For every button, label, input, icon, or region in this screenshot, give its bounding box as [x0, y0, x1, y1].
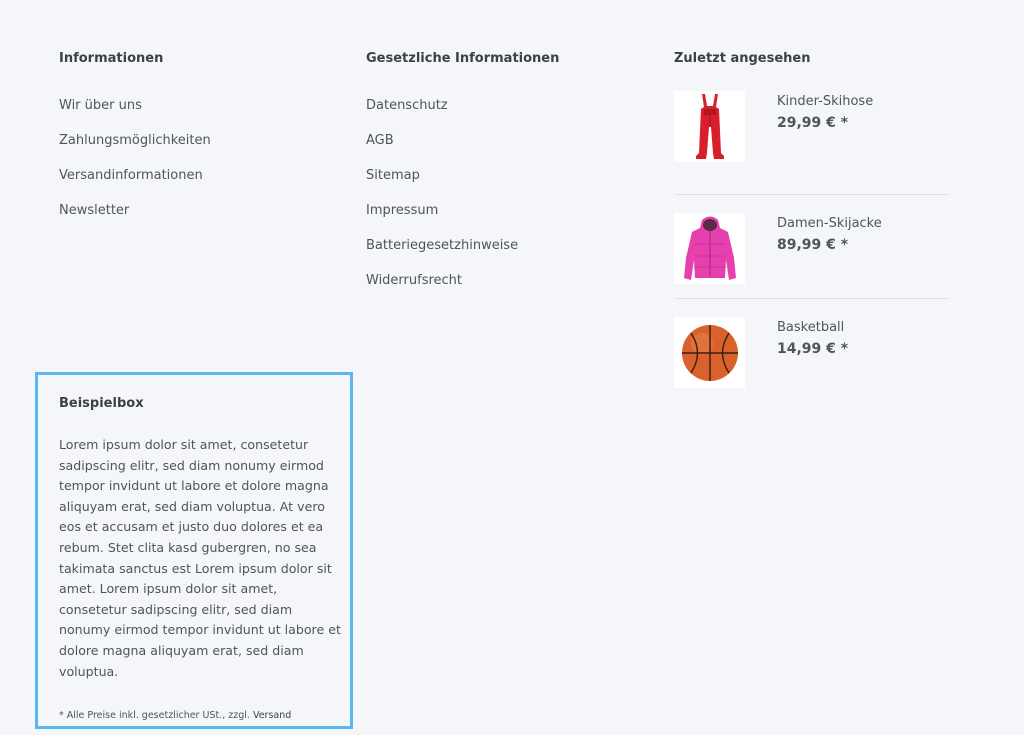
- ski-jacket-icon: [680, 214, 740, 284]
- recently-viewed-item[interactable]: [674, 195, 950, 299]
- informationen-title: Informationen: [59, 51, 164, 66]
- beispielbox-title: Beispielbox: [59, 396, 144, 411]
- informationen-links: [59, 95, 339, 235]
- link-zahlungsmoeglichkeiten[interactable]: Zahlungsmöglichkeiten: [59, 133, 211, 148]
- informationen-list-item: [59, 165, 339, 200]
- zuletzt-angesehen-title: Zuletzt angesehen: [674, 51, 811, 66]
- informationen-list-item: [59, 200, 339, 235]
- gesetzliche-informationen-links: [366, 95, 646, 305]
- recently-viewed-list: [674, 91, 950, 403]
- price-footnote-text: * Alle Preise inkl. gesetzlicher USt., zzgl.: [59, 710, 253, 721]
- link-versandinformationen[interactable]: Versandinformationen: [59, 168, 203, 183]
- link-newsletter[interactable]: Newsletter: [59, 203, 130, 218]
- basketball-icon: [680, 323, 740, 383]
- product-price: 14,99 € *: [777, 341, 849, 357]
- informationen-list-item: [59, 130, 339, 165]
- legal-list-item: [366, 200, 646, 235]
- versand-link[interactable]: Versand: [252, 710, 292, 721]
- gesetzliche-informationen-column: [366, 50, 646, 305]
- recently-viewed-item[interactable]: [674, 299, 950, 403]
- legal-list-item: [366, 95, 646, 130]
- link-datenschutz[interactable]: Datenschutz: [366, 98, 448, 113]
- link-sitemap[interactable]: Sitemap: [366, 168, 420, 183]
- price-footnote: [59, 710, 291, 721]
- gesetzliche-informationen-title: Gesetzliche Informationen: [366, 51, 560, 66]
- legal-list-item: [366, 130, 646, 165]
- zuletzt-angesehen-column: [674, 50, 950, 403]
- informationen-column: [59, 50, 339, 235]
- link-widerrufsrecht[interactable]: Widerrufsrecht: [366, 273, 463, 288]
- basketball-image[interactable]: [674, 317, 745, 388]
- pink-ski-jacket-image[interactable]: [674, 213, 745, 284]
- product-price: 89,99 € *: [777, 237, 849, 253]
- informationen-list-item: [59, 95, 339, 130]
- link-impressum[interactable]: Impressum: [366, 203, 439, 218]
- ski-pants-icon: [685, 93, 735, 161]
- product-name[interactable]: Kinder-Skihose: [777, 94, 874, 109]
- recently-viewed-item[interactable]: [674, 91, 950, 195]
- product-price: 29,99 € *: [777, 115, 849, 131]
- legal-list-item: [366, 270, 646, 305]
- beispielbox-text: Lorem ipsum dolor sit amet, consetetur sadipscing elitr, sed diam nonumy eirmod tempor invidunt ut labore et dolore magna aliquyam erat, sed diam voluptua. At vero eos et accusam et justo duo dolores et ea rebum. Stet clita kasd gubergren, no sea takimata sanctus est Lorem ipsum dolor sit amet. Lorem ipsum dolor sit amet, consetetur sadipscing elitr, sed diam nonumy eirmod tempor invidunt ut labore et dolore magna aliquyam erat, sed diam voluptua.: [59, 437, 341, 679]
- product-name[interactable]: Basketball: [777, 320, 845, 335]
- legal-list-item: [366, 165, 646, 200]
- link-agb[interactable]: AGB: [366, 133, 394, 148]
- legal-list-item: [366, 235, 646, 270]
- red-ski-pants-image[interactable]: [674, 91, 745, 162]
- link-wir-ueber-uns[interactable]: Wir über uns: [59, 98, 142, 113]
- beispielbox: [35, 372, 353, 729]
- product-name[interactable]: Damen-Skijacke: [777, 216, 882, 231]
- link-batteriegesetzhinweise[interactable]: Batteriegesetzhinweise: [366, 238, 519, 253]
